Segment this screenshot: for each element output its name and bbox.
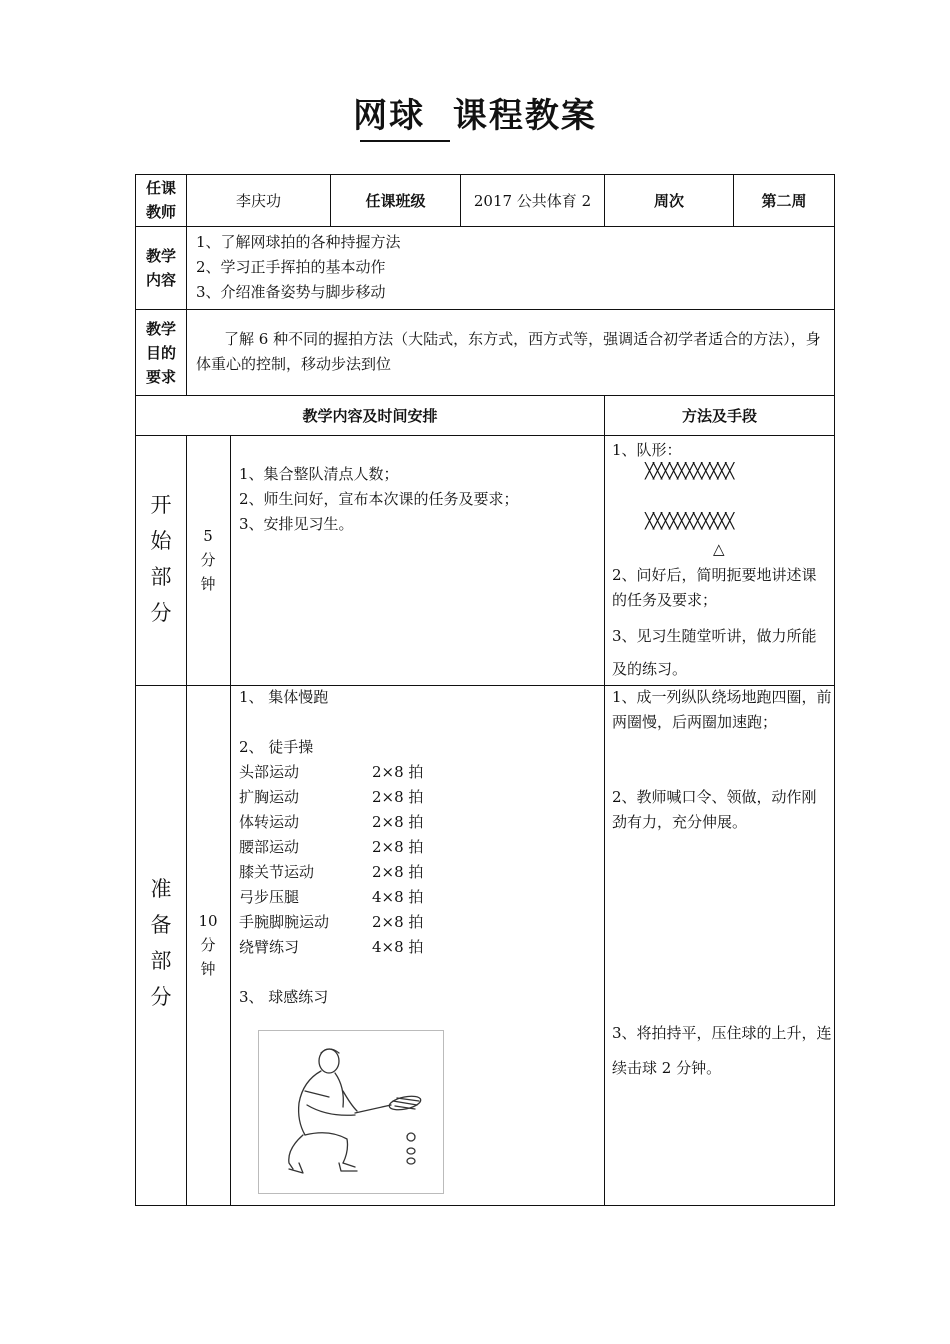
section-time-prep: 10 分 钟 xyxy=(198,912,218,978)
start-method-2: 2、问好后，简明扼要地讲述课的任务及要求； xyxy=(612,566,817,609)
ball-feel-illustration xyxy=(258,1030,444,1194)
content-line: 2、学习正手挥拍的基本动作 xyxy=(196,258,386,276)
start-method-3: 3、见习生随堂听讲，做力所能及的练习。 xyxy=(612,627,817,678)
exercise-name: 腰部运动 xyxy=(239,838,300,856)
exercise-name: 绕臂练习 xyxy=(239,938,300,956)
week-label: 周次 xyxy=(653,192,684,210)
player-squatting-racket-image xyxy=(259,1031,443,1193)
exercise-row xyxy=(239,835,423,860)
content-line: 3、介绍准备姿势与脚步移动 xyxy=(196,283,386,301)
page-title: 网球 课程教案 xyxy=(353,96,597,136)
content-label: 教学 内容 xyxy=(145,247,176,289)
exercise-row xyxy=(239,860,423,885)
prep-method-3: 3、将拍持平，压住球的上升，连续击球 2 分钟。 xyxy=(612,1024,832,1077)
method-formation-label: 1、队形： xyxy=(612,441,682,459)
exercise-name: 弓步压腿 xyxy=(239,888,300,906)
exercise-count: 2×8 拍 xyxy=(372,838,424,856)
exercise-row xyxy=(239,910,423,935)
start-item: 3、安排见习生。 xyxy=(239,515,354,533)
section-name-prep: 准 备 部 分 xyxy=(150,877,172,1009)
exercise-count: 2×8 拍 xyxy=(372,788,424,806)
col-divider xyxy=(604,395,605,1206)
exercise-row xyxy=(239,810,423,835)
prep-item-2: 2、 徒手操 xyxy=(239,738,314,756)
class-value: 2017 公共体育 2 xyxy=(473,192,592,210)
column-header-content: 教学内容及时间安排 xyxy=(302,407,438,425)
class-label: 任课班级 xyxy=(365,192,426,210)
exercise-count: 2×8 拍 xyxy=(372,763,424,781)
row-divider xyxy=(135,226,835,227)
start-item: 1、集合整队清点人数； xyxy=(239,465,399,483)
goals-text: 了解 6 种不同的握拍方法（大陆式，东方式，西方式等，强调适合初学者适合的方法），身体重心的控制，移动步法到位 xyxy=(196,330,821,373)
title-underline xyxy=(360,140,450,142)
exercise-count: 2×8 拍 xyxy=(372,813,424,831)
week-value: 第二周 xyxy=(761,192,807,210)
exercise-count: 4×8 拍 xyxy=(372,938,424,956)
exercise-row xyxy=(239,785,423,810)
teacher-position-mark: △ xyxy=(713,540,725,558)
prep-method-1: 1、成一列纵队绕场地跑四圈，前两圈慢，后两圈加速跑； xyxy=(612,688,832,731)
exercise-row xyxy=(239,885,423,910)
formation-row-2: ╳╳╳╳╳╳╳╳╳╳╳ xyxy=(645,512,734,530)
column-header-method: 方法及手段 xyxy=(681,407,757,425)
exercise-count: 4×8 拍 xyxy=(372,888,424,906)
exercise-row xyxy=(239,935,423,960)
prep-item-1: 1、 集体慢跑 xyxy=(239,688,329,706)
exercise-name: 膝关节运动 xyxy=(239,863,315,881)
section-time-start: 5 分 钟 xyxy=(200,527,216,593)
content-line: 1、了解网球拍的各种持握方法 xyxy=(196,233,401,251)
exercise-name: 扩胸运动 xyxy=(239,788,300,806)
row-divider xyxy=(135,435,835,436)
exercise-count: 2×8 拍 xyxy=(372,913,424,931)
exercise-name: 手腕脚腕运动 xyxy=(239,913,330,931)
section-name-start: 开 始 部 分 xyxy=(150,493,172,625)
exercise-row xyxy=(239,760,423,785)
row-divider xyxy=(135,309,835,310)
prep-item-3: 3、 球感练习 xyxy=(239,988,329,1006)
formation-row-1: ╳╳╳╳╳╳╳╳╳╳╳ xyxy=(645,462,734,480)
exercise-name: 头部运动 xyxy=(239,763,300,781)
teacher-name: 李庆功 xyxy=(235,192,281,210)
start-item: 2、师生问好，宣布本次课的任务及要求； xyxy=(239,490,519,508)
exercise-name: 体转运动 xyxy=(239,813,300,831)
col-divider xyxy=(230,435,231,1206)
goals-label: 教学 目的 要求 xyxy=(145,320,176,386)
prep-method-2: 2、教师喊口令、领做，动作刚劲有力，充分伸展。 xyxy=(612,788,817,831)
exercise-count: 2×8 拍 xyxy=(372,863,424,881)
teacher-label: 任课 教师 xyxy=(145,179,176,221)
